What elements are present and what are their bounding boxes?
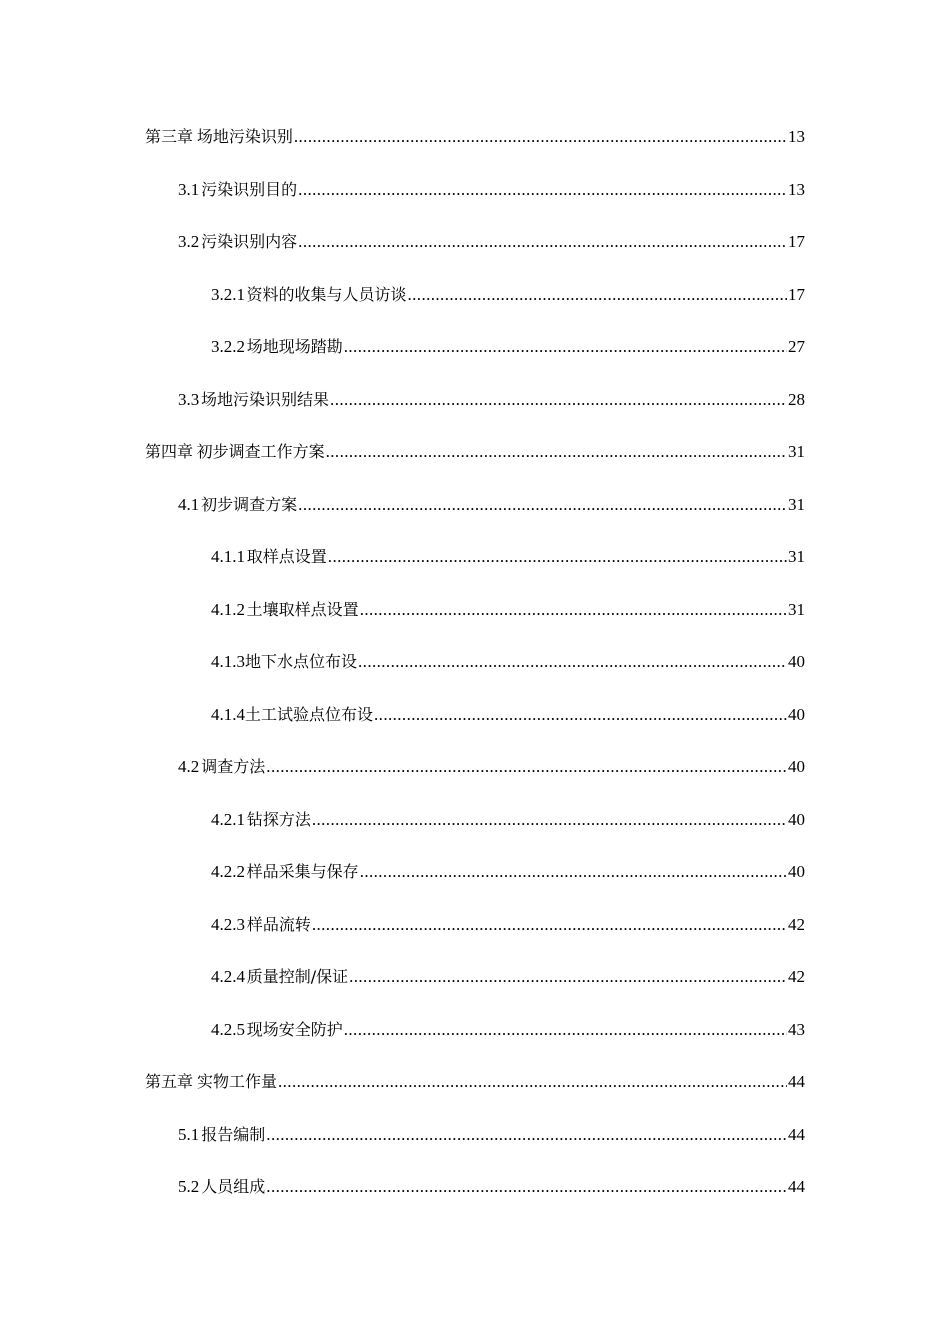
toc-entry-number: 4.2: [178, 757, 200, 776]
toc-entry-number: 4.1.2: [211, 600, 245, 619]
toc-entry[interactable]: [178, 229, 805, 255]
toc-entry[interactable]: [211, 702, 805, 728]
toc-entry-number: 4.2.3: [211, 915, 245, 934]
toc-entry-number: 3.2.1: [211, 285, 245, 304]
toc-entry-page: 43: [788, 1020, 805, 1039]
toc-entry-page: 28: [788, 390, 805, 409]
toc-entry-number: 5.2: [178, 1177, 200, 1196]
toc-leader-dots: [298, 492, 787, 518]
toc-entry[interactable]: [178, 1122, 805, 1148]
toc-entry[interactable]: [211, 807, 805, 833]
toc-leader-dots: [294, 124, 787, 150]
toc-entry[interactable]: [178, 177, 805, 203]
toc-entry-page: 40: [788, 810, 805, 829]
toc-entry-title: 报告编制: [201, 1125, 266, 1144]
toc-entry-page: 13: [788, 180, 805, 199]
toc-entry-page: 17: [788, 232, 805, 251]
toc-entry-title: 现场安全防护: [246, 1020, 343, 1039]
toc-entry[interactable]: [211, 912, 805, 938]
toc-entry[interactable]: [211, 1017, 805, 1043]
toc-entry[interactable]: [178, 492, 805, 518]
toc-leader-dots: [278, 1069, 787, 1095]
toc-entry-number: 3.2: [178, 232, 200, 251]
toc-leader-dots: [349, 964, 787, 990]
toc-entry[interactable]: [211, 964, 805, 990]
toc-entry-number: 4.2.4: [211, 967, 245, 986]
toc-leader-dots: [312, 807, 787, 833]
toc-leader-dots: [358, 649, 787, 675]
toc-entry-number: 4.2.5: [211, 1020, 245, 1039]
toc-entry-page: 44: [788, 1072, 805, 1091]
toc-entry-page: 40: [788, 652, 805, 671]
toc-entry[interactable]: [145, 439, 805, 465]
toc-entry-number: 3.3: [178, 390, 200, 409]
toc-entry-title: 初步调查工作方案: [196, 442, 325, 461]
toc-leader-dots: [266, 1122, 787, 1148]
toc-leader-dots: [298, 177, 787, 203]
toc-entry-title: 污染识别目的: [201, 180, 298, 199]
toc-leader-dots: [344, 1017, 787, 1043]
toc-entry-page: 44: [788, 1177, 805, 1196]
toc-entry-number: 4.1.4: [211, 705, 245, 724]
toc-entry-title: 资料的收集与人员访谈: [246, 285, 407, 304]
toc-entry-page: 13: [788, 127, 805, 146]
toc-entry[interactable]: [211, 649, 805, 675]
toc-entry-number: 第四章: [145, 442, 194, 461]
toc-entry-number: 4.2.2: [211, 862, 245, 881]
toc-entry-title: 样品流转: [246, 915, 311, 934]
toc-entry-number: 4.1.1: [211, 547, 245, 566]
toc-entry-title: 土工试验点位布设: [245, 705, 374, 724]
toc-leader-dots: [374, 702, 787, 728]
toc-leader-dots: [330, 387, 787, 413]
toc-entry[interactable]: [178, 754, 805, 780]
toc-entry-page: 31: [788, 495, 805, 514]
toc-leader-dots: [360, 859, 787, 885]
toc-entry-page: 17: [788, 285, 805, 304]
toc-entry-title: 质量控制/保证: [246, 967, 349, 986]
toc-leader-dots: [266, 1174, 787, 1200]
toc-entry-number: 3.1: [178, 180, 200, 199]
toc-entry-number: 4.1.3: [211, 652, 245, 671]
toc-entry-page: 40: [788, 757, 805, 776]
toc-entry-title: 调查方法: [201, 757, 266, 776]
toc-entry-title: 初步调查方案: [201, 495, 298, 514]
toc-leader-dots: [298, 229, 787, 255]
toc-entry-title: 场地现场踏勘: [246, 337, 343, 356]
toc-entry-title: 人员组成: [201, 1177, 266, 1196]
toc-entry-number: 4.2.1: [211, 810, 245, 829]
toc-leader-dots: [312, 912, 787, 938]
toc-entry-page: 31: [788, 547, 805, 566]
toc-entry-title: 场地污染识别: [196, 127, 293, 146]
toc-entry-title: 实物工作量: [196, 1072, 277, 1091]
toc-entry-page: 44: [788, 1125, 805, 1144]
toc-entry-page: 31: [788, 442, 805, 461]
toc-entry[interactable]: [145, 124, 805, 150]
toc-entry-page: 31: [788, 600, 805, 619]
toc-entry[interactable]: [211, 282, 805, 308]
toc-entry-page: 40: [788, 862, 805, 881]
toc-entry-number: 第三章: [145, 127, 194, 146]
toc-entry-title: 污染识别内容: [201, 232, 298, 251]
toc-entry-title: 取样点设置: [246, 547, 327, 566]
toc-leader-dots: [328, 544, 787, 570]
toc-entry-number: 第五章: [145, 1072, 194, 1091]
toc-entry-title: 样品采集与保存: [246, 862, 359, 881]
toc-leader-dots: [266, 754, 787, 780]
toc-entry-title: 钻探方法: [246, 810, 311, 829]
toc-entry-page: 42: [788, 915, 805, 934]
toc-leader-dots: [344, 334, 787, 360]
toc-entry-number: 5.1: [178, 1125, 200, 1144]
toc-entry-page: 42: [788, 967, 805, 986]
toc-entry-title: 场地污染识别结果: [201, 390, 330, 409]
toc-entry[interactable]: [211, 859, 805, 885]
toc-leader-dots: [360, 597, 787, 623]
toc-entry-page: 27: [788, 337, 805, 356]
toc-leader-dots: [326, 439, 787, 465]
toc-entry-page: 40: [788, 705, 805, 724]
toc-entry[interactable]: [178, 1174, 805, 1200]
toc-entry[interactable]: [178, 387, 805, 413]
toc-entry-number: 4.1: [178, 495, 200, 514]
toc-entry-title: 土壤取样点设置: [246, 600, 359, 619]
toc-entry-title: 地下水点位布设: [245, 652, 358, 671]
toc-entry[interactable]: [145, 1069, 805, 1095]
toc-entry[interactable]: [211, 544, 805, 570]
toc-entry-number: 3.2.2: [211, 337, 245, 356]
toc-entry[interactable]: [211, 334, 805, 360]
toc-leader-dots: [408, 282, 788, 308]
toc-entry[interactable]: [211, 597, 805, 623]
